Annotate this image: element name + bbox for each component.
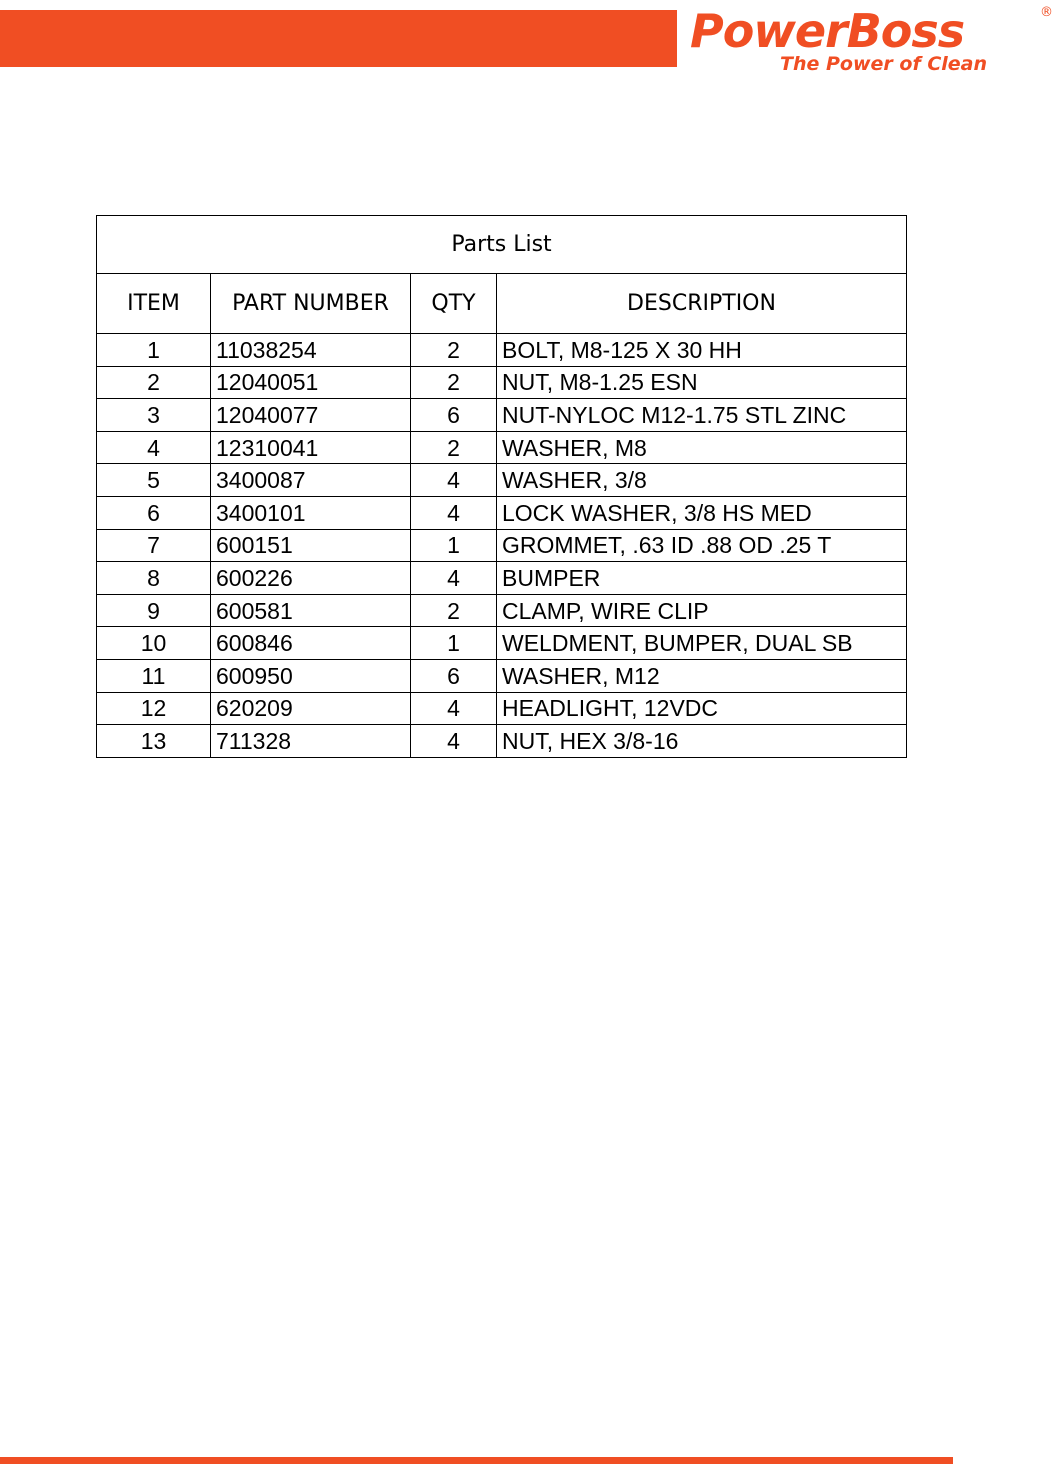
cell-qty: 4 (411, 562, 497, 595)
cell-item: 3 (97, 399, 211, 432)
cell-description: BOLT, M8-125 X 30 HH (497, 334, 907, 367)
parts-list-title: Parts List (97, 216, 907, 274)
cell-qty: 2 (411, 594, 497, 627)
column-header-description: DESCRIPTION (497, 274, 907, 334)
cell-part-number: 600950 (211, 659, 411, 692)
cell-item: 1 (97, 334, 211, 367)
powerboss-logo (690, 4, 1054, 76)
cell-qty: 2 (411, 334, 497, 367)
cell-description: GROMMET, .63 ID .88 OD .25 T (497, 529, 907, 562)
table-row (97, 496, 907, 529)
cell-item: 2 (97, 366, 211, 399)
logo-wordmark: PowerBoss (690, 4, 965, 58)
registered-trademark-symbol: ® (1040, 5, 1053, 20)
cell-description: WASHER, 3/8 (497, 464, 907, 497)
cell-part-number: 600151 (211, 529, 411, 562)
logo-tagline: The Power of Clean (780, 53, 988, 75)
cell-part-number: 600846 (211, 627, 411, 660)
cell-description: WASHER, M8 (497, 431, 907, 464)
cell-item: 11 (97, 659, 211, 692)
cell-item: 4 (97, 431, 211, 464)
cell-item: 7 (97, 529, 211, 562)
table-row (97, 725, 907, 758)
cell-part-number: 600226 (211, 562, 411, 595)
cell-item: 5 (97, 464, 211, 497)
column-header-item: ITEM (97, 274, 211, 334)
cell-description: WASHER, M12 (497, 659, 907, 692)
header-orange-bar (0, 10, 677, 67)
cell-part-number: 711328 (211, 725, 411, 758)
table-row (97, 431, 907, 464)
cell-item: 12 (97, 692, 211, 725)
column-header-part-number: PART NUMBER (211, 274, 411, 334)
cell-qty: 4 (411, 725, 497, 758)
table-header-row (97, 274, 907, 334)
cell-description: NUT, HEX 3/8-16 (497, 725, 907, 758)
cell-part-number: 3400087 (211, 464, 411, 497)
cell-part-number: 620209 (211, 692, 411, 725)
cell-qty: 4 (411, 692, 497, 725)
column-header-qty: QTY (411, 274, 497, 334)
table-row (97, 464, 907, 497)
cell-description: NUT, M8-1.25 ESN (497, 366, 907, 399)
parts-list-body (97, 334, 907, 758)
table-row (97, 692, 907, 725)
cell-qty: 4 (411, 496, 497, 529)
cell-description: CLAMP, WIRE CLIP (497, 594, 907, 627)
cell-description: LOCK WASHER, 3/8 HS MED (497, 496, 907, 529)
cell-qty: 2 (411, 431, 497, 464)
table-row (97, 529, 907, 562)
cell-qty: 1 (411, 627, 497, 660)
cell-part-number: 3400101 (211, 496, 411, 529)
cell-description: NUT-NYLOC M12-1.75 STL ZINC (497, 399, 907, 432)
cell-part-number: 11038254 (211, 334, 411, 367)
cell-item: 8 (97, 562, 211, 595)
table-row (97, 366, 907, 399)
table-row (97, 334, 907, 367)
cell-qty: 1 (411, 529, 497, 562)
cell-item: 6 (97, 496, 211, 529)
table-row (97, 562, 907, 595)
table-row (97, 627, 907, 660)
cell-description: WELDMENT, BUMPER, DUAL SB (497, 627, 907, 660)
table-row (97, 594, 907, 627)
footer-orange-bar (0, 1457, 953, 1464)
cell-description: BUMPER (497, 562, 907, 595)
table-title-row (97, 216, 907, 274)
table-row (97, 399, 907, 432)
cell-qty: 4 (411, 464, 497, 497)
cell-part-number: 12040077 (211, 399, 411, 432)
cell-item: 13 (97, 725, 211, 758)
cell-description: HEADLIGHT, 12VDC (497, 692, 907, 725)
cell-qty: 6 (411, 659, 497, 692)
cell-qty: 6 (411, 399, 497, 432)
cell-part-number: 12310041 (211, 431, 411, 464)
cell-item: 10 (97, 627, 211, 660)
cell-part-number: 600581 (211, 594, 411, 627)
cell-part-number: 12040051 (211, 366, 411, 399)
cell-item: 9 (97, 594, 211, 627)
cell-qty: 2 (411, 366, 497, 399)
parts-list-table (96, 215, 907, 758)
table-row (97, 659, 907, 692)
